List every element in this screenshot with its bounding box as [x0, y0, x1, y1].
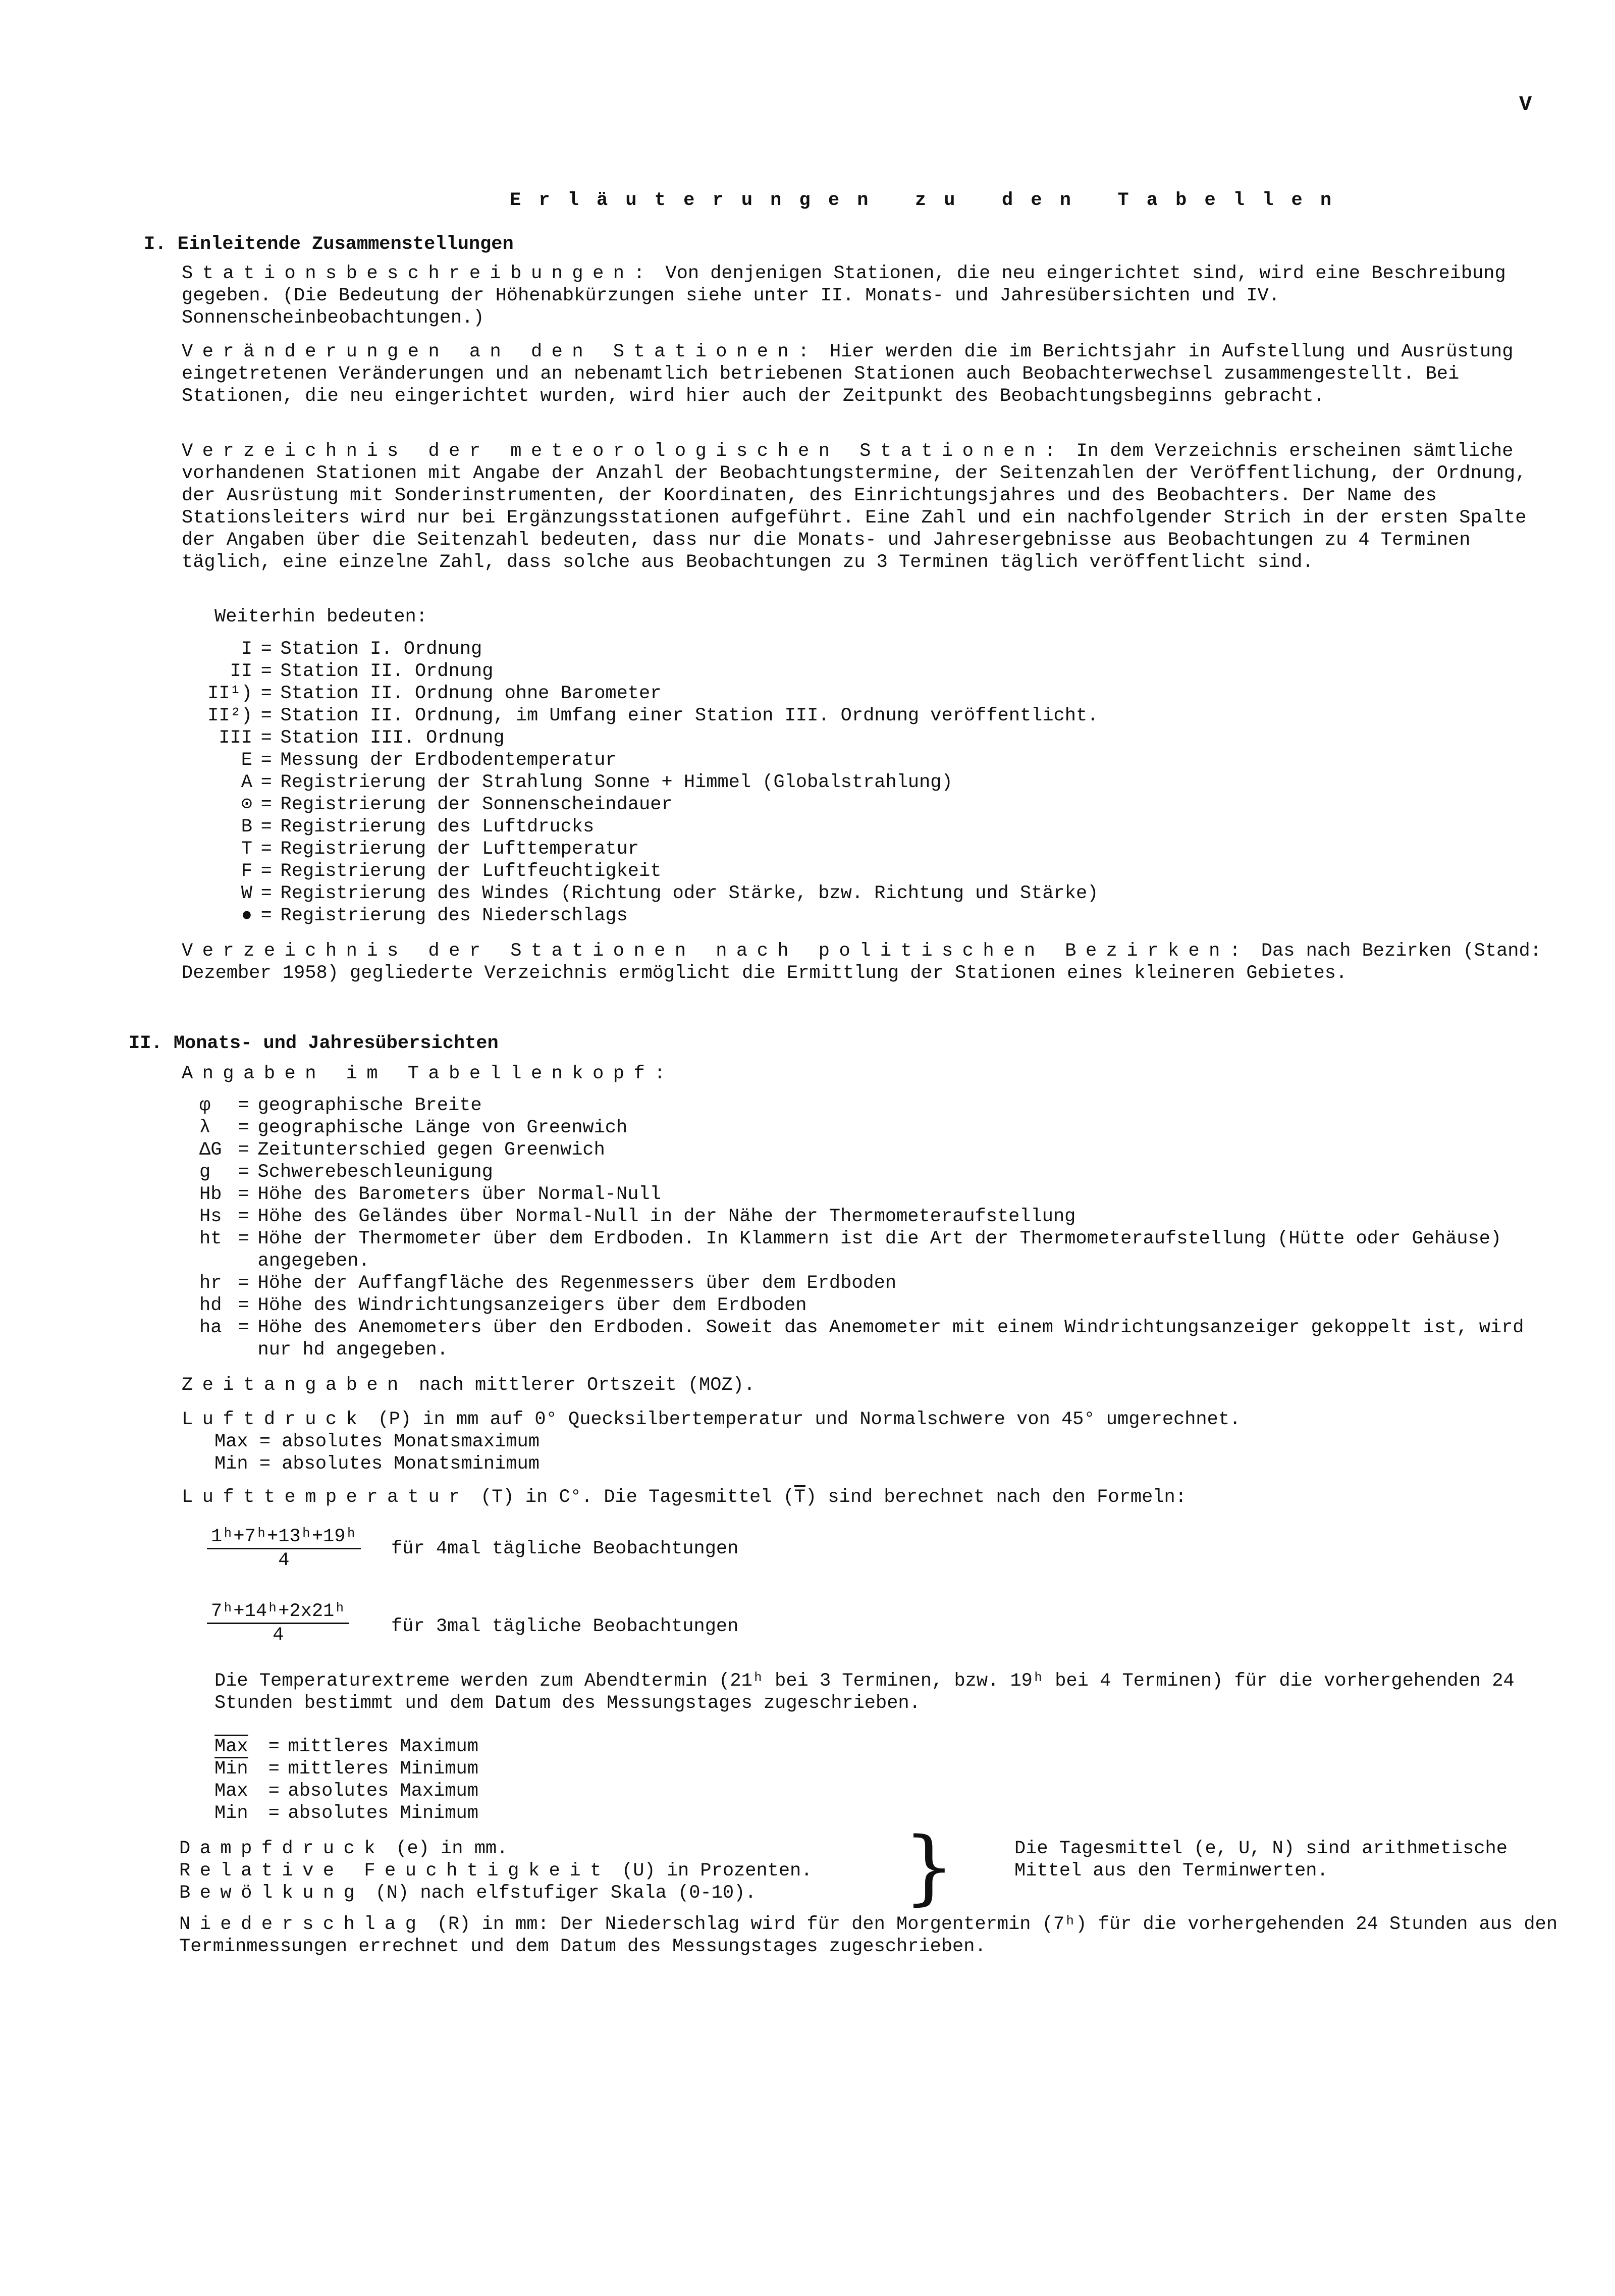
formula-4mal	[207, 1526, 361, 1572]
legend-item-text: Registrierung des Luftdrucks	[280, 816, 595, 838]
zeitangaben-line	[182, 1374, 755, 1396]
legend-item	[192, 683, 1098, 705]
legend-item	[192, 705, 1098, 727]
extreme-item-text: absolutes Maximum	[288, 1781, 478, 1802]
legend-item-symbol: F	[241, 861, 252, 882]
legend-item-equals: =	[260, 772, 272, 793]
legend-item-symbol: B	[241, 816, 252, 838]
legend-item-text: Station II. Ordnung, im Umfang einer Station III. Ordnung veröffentlicht.	[280, 705, 1099, 726]
paragraph-stationsbeschreibungen	[182, 263, 1554, 329]
text-bezirke: Das nach Bezirken (Stand: Dezember 1958) gegliederte Verzeichnis ermöglicht die Ermittlung der Stationen eines kleineren Gebietes.	[182, 941, 1541, 984]
kopf-item-equals: =	[238, 1139, 249, 1161]
kopf-item-symbol: λ	[199, 1117, 211, 1138]
term-lufttemperatur: Lufttemperatur	[182, 1487, 469, 1508]
kopf-item-equals: =	[238, 1228, 249, 1249]
term-zeitangaben: Zeitangaben	[182, 1375, 408, 1396]
extreme-item-symbol: $\overline{Min}$	[214, 1758, 248, 1780]
kopf-item	[199, 1094, 1530, 1117]
term-niederschlag: Niederschlag	[179, 1914, 426, 1935]
legend-item-symbol: A	[241, 772, 252, 793]
kopf-item	[199, 1139, 1530, 1161]
kopf-item-equals: =	[238, 1273, 249, 1294]
kopf-item-text: Höhe des Windrichtungsanzeigers über dem Erdboden	[257, 1295, 807, 1316]
kopf-item-equals: =	[238, 1162, 249, 1183]
legend-item-text: Station II. Ordnung	[280, 661, 494, 682]
term-tabellenkopf: Angaben im Tabellenkopf:	[182, 1063, 675, 1084]
temperaturextreme-text: Die Temperaturextreme werden zum Abendtermin (21ʰ bei 3 Terminen, bzw. 19ʰ bei 4 Terminen) für die vorhergehenden 24 Stunden bestimmt und dem Datum des Messungstages zugeschrieben.	[214, 1671, 1515, 1714]
kopf-item	[199, 1161, 1530, 1183]
weiterhin-label: Weiterhin bedeuten:	[214, 606, 427, 628]
kopf-item	[199, 1117, 1530, 1139]
kopf-item-text: Höhe der Auffangfläche des Regenmessers über dem Erdboden	[257, 1273, 897, 1294]
kopf-item-symbol: ht	[199, 1228, 222, 1249]
page-number: V	[1519, 92, 1532, 117]
section-1-heading: I. Einleitende Zusammenstellungen	[144, 234, 514, 255]
legend-item-symbol: III	[219, 727, 252, 749]
paragraph-veraenderungen	[182, 341, 1554, 407]
legend-item-text: Messung der Erdbodentemperatur	[280, 750, 617, 771]
formula-4mal-denominator: 4	[278, 1550, 290, 1571]
extreme-item	[214, 1780, 478, 1802]
extreme-item-symbol: $\overline{Max}$	[214, 1736, 248, 1757]
extreme-item	[214, 1802, 478, 1824]
luftdruck-min: Min = absolutes Monatsminimum	[214, 1453, 540, 1475]
right-brace: }	[903, 1819, 955, 1914]
legend-item-text: Station II. Ordnung ohne Barometer	[280, 683, 662, 704]
kopf-item-symbol: hr	[199, 1273, 222, 1294]
extreme-item-equals: =	[268, 1736, 280, 1757]
legend-item-equals: =	[260, 639, 272, 660]
legend-item-equals: =	[260, 750, 272, 771]
kopf-item-text: geographische Breite	[257, 1095, 482, 1116]
text-niederschlag: (R) in mm: Der Niederschlag wird für den Morgentermin (7ʰ) für die vorhergehenden 24 Stunden aus den Terminmessungen errechnet und dem Datum des Messungstages zugeschrieben.	[179, 1914, 1558, 1957]
kopf-item-equals: =	[238, 1117, 249, 1138]
legend-item-equals: =	[260, 794, 272, 815]
legend-list	[192, 638, 1098, 927]
legend-item-equals: =	[260, 705, 272, 726]
legend-item-symbol: ●	[241, 905, 252, 926]
kopf-item-symbol: Hb	[199, 1184, 222, 1205]
tagesmittel-symbol: $\overline{T}$	[794, 1487, 805, 1508]
extreme-item-symbol: Min	[214, 1803, 248, 1824]
legend-item-text: Station III. Ordnung	[280, 727, 505, 749]
kopf-item-text: Zeitunterschied gegen Greenwich	[257, 1139, 605, 1161]
text-feuchtigkeit: (U) in Prozenten.	[622, 1860, 813, 1882]
term-verzeichnis-stationen: Verzeichnis der meteorologischen Stationen:	[182, 441, 1065, 462]
formula-3mal-text: für 3mal tägliche Beobachtungen	[391, 1616, 739, 1637]
kopf-item	[199, 1294, 1530, 1317]
legend-item	[192, 816, 1098, 838]
kopf-item-symbol: ΔG	[199, 1139, 222, 1161]
term-bezirke: Verzeichnis der Stationen nach politischen Bezirken:	[182, 941, 1250, 962]
kopf-item-symbol: Hs	[199, 1206, 222, 1227]
legend-item-text: Registrierung der Luftfeuchtigkeit	[280, 861, 662, 882]
bewoelkung-line	[179, 1882, 757, 1904]
legend-item-symbol: T	[241, 839, 252, 860]
legend-item-text: Registrierung der Sonnenscheindauer	[280, 794, 673, 815]
term-luftdruck: Luftdruck	[182, 1409, 367, 1430]
legend-item-equals: =	[260, 839, 272, 860]
tagesmittel-text: Die Tagesmittel (e, U, N) sind arithmetische Mittel aus den Terminwerten.	[1014, 1838, 1508, 1882]
paragraph-verzeichnis-stationen	[182, 440, 1554, 573]
text-stationsbeschreibungen: Von denjenigen Stationen, die neu eingerichtet sind, wird eine Beschreibung gegeben. (Die Bedeutung der Höhenabkürzungen siehe unter II. Monats- und Jahresübersichten und IV. Sonnenscheinbeobachtungen.)	[182, 263, 1506, 329]
legend-item-equals: =	[260, 816, 272, 838]
kopf-item-equals: =	[238, 1295, 249, 1316]
kopf-item	[199, 1228, 1530, 1272]
term-dampfdruck: Dampfdruck	[179, 1838, 385, 1859]
legend-item-equals: =	[260, 727, 272, 749]
legend-item-symbol: II	[230, 661, 252, 682]
kopf-item	[199, 1272, 1530, 1294]
kopf-item-equals: =	[238, 1317, 249, 1338]
section-2-heading: II. Monats- und Jahresübersichten	[129, 1033, 499, 1054]
extreme-item-text: absolutes Minimum	[288, 1803, 478, 1824]
term-bewoelkung: Bewölkung	[179, 1883, 364, 1904]
legend-item-symbol: II¹)	[207, 683, 252, 704]
formula-3mal-numerator: 7ʰ+14ʰ+2x21ʰ	[207, 1600, 349, 1624]
legend-item-symbol: I	[241, 639, 252, 660]
legend-item	[192, 882, 1098, 905]
kopf-item-equals: =	[238, 1206, 249, 1227]
kopf-item-text: Höhe des Anemometers über den Erdboden. Soweit das Anemometer mit einem Windrichtungsanzeiger gekoppelt ist, wird nur hd angegeben.	[257, 1317, 1524, 1361]
legend-item	[192, 905, 1098, 927]
legend-item-text: Station I. Ordnung	[280, 639, 482, 660]
extreme-item-text: mittleres Maximum	[288, 1736, 478, 1757]
extreme-item	[214, 1758, 478, 1780]
legend-item	[192, 660, 1098, 683]
legend-item	[192, 638, 1098, 660]
kopf-item-equals: =	[238, 1184, 249, 1205]
legend-item-text: Registrierung der Lufttemperatur	[280, 839, 639, 860]
formula-3mal-denominator: 4	[273, 1625, 284, 1646]
lufttemperatur-line	[182, 1486, 1187, 1508]
term-feuchtigkeit: Relative Feuchtigkeit	[179, 1860, 611, 1882]
text-lufttemperatur-b: ) sind berechnet nach den Formeln:	[805, 1487, 1187, 1508]
text-verzeichnis-stationen: In dem Verzeichnis erscheinen sämtliche vorhandenen Stationen mit Angabe der Anzahl der Beobachtungstermine, der Seitenzahlen der Veröffentlichung, der Ordnung, der Ausrüstung mit Sonderinstrumenten, der Koordinaten, des Einrichtungsjahres und des Beobachters. Der Name des Stationsleiters wird nur bei Ergänzungsstationen aufgeführt. Eine Zahl und ein nachfolgender Strich in der ersten Spalte der Angaben über die Seitenzahl bedeuten, dass nur die Monats- und Jahresergebnisse aus Beobachtungen zu 4 Terminen täglich, eine einzelne Zahl, dass solche aus Beobachtungen zu 3 Terminen täglich veröffentlicht sind.	[182, 441, 1527, 573]
tabellenkopf-list	[199, 1094, 1530, 1361]
page-title: Erläuterungen zu den Tabellen	[510, 190, 1350, 211]
extreme-item	[214, 1736, 478, 1758]
extremes-list	[214, 1736, 478, 1824]
legend-item-text: Registrierung des Windes (Richtung oder Stärke, bzw. Richtung und Stärke)	[280, 883, 1099, 904]
term-stationsbeschreibungen: Stationsbeschreibungen:	[182, 263, 655, 284]
paragraph-niederschlag	[179, 1913, 1562, 1958]
kopf-item-text: Höhe der Thermometer über dem Erdboden. In Klammern ist die Art der Thermometeraufstellung (Hütte oder Gehäuse) angegeben.	[257, 1228, 1502, 1272]
extreme-item-equals: =	[268, 1781, 280, 1802]
text-lufttemperatur-a: (T) in C°. Die Tagesmittel (	[480, 1487, 794, 1508]
kopf-item-text: Höhe des Geländes über Normal-Null in der Nähe der Thermometeraufstellung	[257, 1206, 1076, 1227]
formula-3mal	[207, 1600, 349, 1646]
luftdruck-max: Max = absolutes Monatsmaximum	[214, 1431, 540, 1452]
legend-item-equals: =	[260, 661, 272, 682]
legend-item-text: Registrierung der Strahlung Sonne + Himmel (Globalstrahlung)	[280, 772, 953, 793]
legend-item-equals: =	[260, 883, 272, 904]
legend-item-symbol: II²)	[207, 705, 252, 726]
luftdruck-line	[182, 1408, 1241, 1431]
kopf-item-equals: =	[238, 1095, 249, 1116]
legend-item	[192, 727, 1098, 749]
legend-item	[192, 749, 1098, 771]
legend-item-equals: =	[260, 861, 272, 882]
text-bewoelkung: (N) nach elfstufiger Skala (0-10).	[375, 1883, 757, 1904]
text-luftdruck: (P) in mm auf 0° Quecksilbertemperatur und Normalschwere von 45° umgerechnet.	[378, 1409, 1241, 1430]
formula-4mal-numerator: 1ʰ+7ʰ+13ʰ+19ʰ	[207, 1526, 361, 1549]
legend-item-equals: =	[260, 683, 272, 704]
kopf-item-symbol: hd	[199, 1295, 222, 1316]
kopf-item-symbol: g	[199, 1162, 211, 1183]
kopf-item-text: Schwerebeschleunigung	[257, 1162, 493, 1183]
kopf-item-symbol: φ	[199, 1095, 211, 1116]
dampfdruck-line	[179, 1838, 508, 1860]
text-dampfdruck: (e) in mm.	[396, 1838, 508, 1859]
legend-item-equals: =	[260, 905, 272, 926]
kopf-item-symbol: ha	[199, 1317, 222, 1338]
legend-item	[192, 771, 1098, 794]
legend-item-symbol: W	[241, 883, 252, 904]
paragraph-bezirke	[182, 940, 1554, 984]
kopf-item-text: Höhe des Barometers über Normal-Null	[257, 1184, 661, 1205]
legend-item-symbol: E	[241, 750, 252, 771]
feuchtigkeit-line	[179, 1860, 812, 1882]
legend-item-text: Registrierung des Niederschlags	[280, 905, 628, 926]
legend-item	[192, 838, 1098, 860]
kopf-item	[199, 1206, 1530, 1228]
kopf-item	[199, 1317, 1530, 1361]
term-veraenderungen: Veränderungen an den Stationen:	[182, 341, 819, 362]
kopf-item-text: geographische Länge von Greenwich	[257, 1117, 628, 1138]
legend-item	[192, 794, 1098, 816]
kopf-item	[199, 1183, 1530, 1206]
extreme-item-equals: =	[268, 1758, 280, 1780]
text-zeitangaben: nach mittlerer Ortszeit (MOZ).	[418, 1375, 756, 1396]
text-veraenderungen: Hier werden die im Berichtsjahr in Aufstellung und Ausrüstung eingetretenen Veränderungen und an nebenamtlich betriebenen Stationen auch Beobachterwechsel zusammengestellt. Bei Stationen, die neu eingerichtet wurden, wird hier auch der Zeitpunkt des Beobachtungsbeginns gebracht.	[182, 341, 1514, 407]
legend-item-symbol: ⊙	[241, 794, 252, 815]
formula-4mal-text: für 4mal tägliche Beobachtungen	[391, 1538, 739, 1559]
extreme-item-symbol: Max	[214, 1781, 248, 1802]
extreme-item-equals: =	[268, 1803, 280, 1824]
extreme-item-text: mittleres Minimum	[288, 1758, 478, 1780]
legend-item	[192, 860, 1098, 882]
